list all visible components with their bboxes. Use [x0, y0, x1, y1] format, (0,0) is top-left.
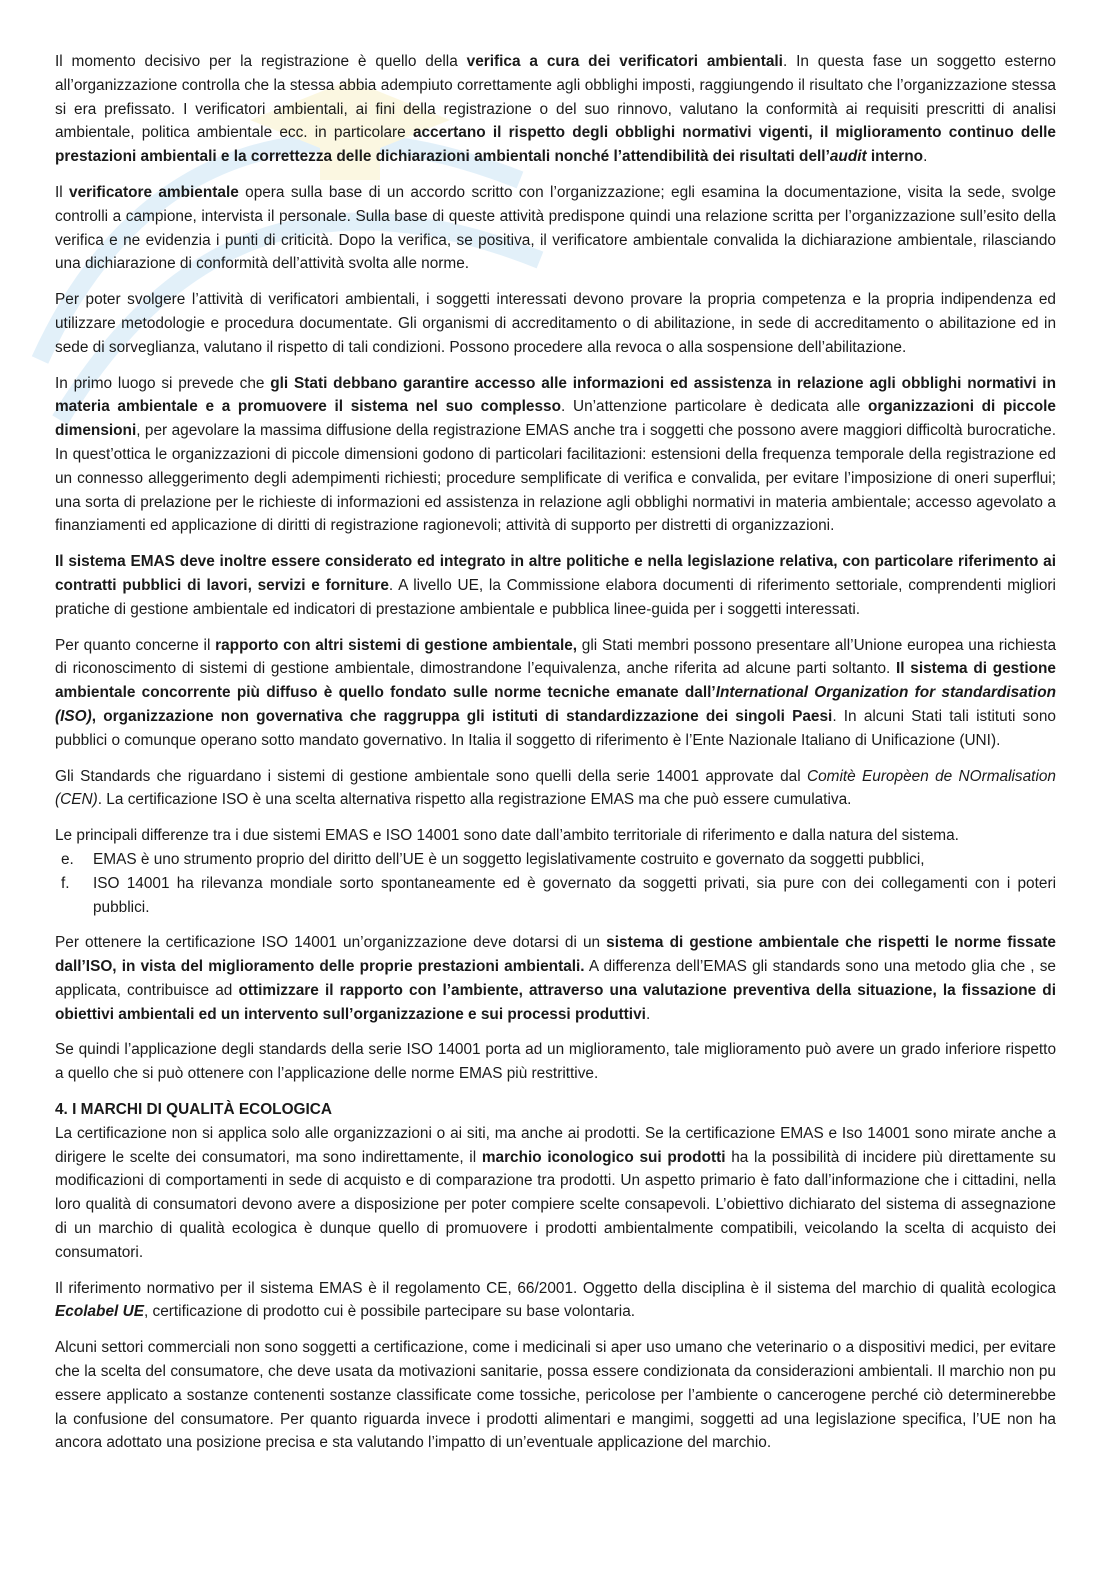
text-run: verificatore ambientale — [69, 183, 239, 201]
text-run: organizzazioni di piccole dimensioni — [55, 398, 1056, 440]
text-run: gli Stati debbano garantire accesso alle informazioni ed assistenza in relazione agli obblighi normativi in materia ambientale e a promuovere il sistema nel suo complesso — [55, 374, 1056, 416]
text-run: accertano il rispetto degli obblighi normativi vigenti, il miglioramento continuo delle prestazioni ambientali e la correttezza delle dichiarazioni ambientali nonché l’attendibilità dei risultati dell’ — [55, 124, 1056, 166]
text-run: Ecolabel UE — [55, 1303, 144, 1321]
list-item-text: EMAS è uno strumento proprio del diritto dell’UE è un soggetto legislativamente costruito e governato da soggetti pubblici, — [93, 850, 925, 868]
list-item — [55, 872, 1056, 920]
text-run: . In questa fase un soggetto esterno all’organizzazione controlla che la stessa abbia adempiuto correttamente agli obblighi imposti, raggiungendo il risultato che l’organizzazione stessa si era prefissato. I verificatori ambientali, ai fini della registrazione o del suo rinnovo, valutano la conformità ai requisiti prescritti di analisi ambientale, politica ambientale ecc. in particolare — [55, 53, 1056, 142]
text-run: sistema di gestione ambientale che rispetti le norme fissate dall’ISO, in vista del miglioramento delle proprie prestazioni ambientali. — [55, 934, 1056, 976]
text-run: , organizzazione non governativa che raggruppa gli istituti di standardizzazione dei singoli Paesi — [91, 707, 833, 725]
paragraph — [55, 1336, 1056, 1455]
text-run: audit — [829, 148, 867, 166]
text-run: Il momento decisivo per la registrazione è quello della — [55, 53, 467, 70]
paragraph — [55, 288, 1056, 359]
text-run: Gli Standards che riguardano i sistemi di gestione ambientale sono quelli della serie 14001 approvate dal — [55, 767, 807, 785]
text-run: rapporto con altri sistemi di gestione ambientale, — [215, 636, 578, 654]
text-run: International Organization for standardisation (ISO) — [55, 684, 1056, 725]
paragraph — [55, 372, 1056, 539]
text-run: Per quanto concerne il — [55, 636, 216, 654]
text-run: ha la possibilità di incidere più direttamente su modificazioni di comportamenti in sede di acquisto e di comparazione tra prodotti. Un aspetto primario è fato dall’informazione che i cittadini, nella loro qualità di consumatori devono avere a disposizione per poter compiere scelte consapevoli. L’obiettivo dichiarato del sistema di assegnazione di un marchio di qualità ecologica è dunque quello di promuovere i prodotti ambientalmente compatibili, veicolando la scelta di acquisto dei consumatori. — [55, 1148, 1056, 1261]
text-run: Per poter svolgere l’attività di verificatori ambientali, i soggetti interessati devono provare la propria competenza e la propria indipendenza ed utilizzare metodologie e procedura documentate. Gli organismi di accreditamento o di abilitazione, in sede di accreditamento o abilitazione ed in sede di sorveglianza, valutano il rispetto di tali condizioni. Possono procedere alla revoca o alla sospensione dell’abilitazione. — [55, 291, 1056, 356]
paragraph — [55, 50, 1056, 169]
text-run: Il — [55, 183, 70, 201]
text-run: verifica a cura dei verificatori ambientali — [466, 53, 783, 70]
list-marker: e. — [61, 850, 74, 868]
text-run: Per ottenere la certificazione ISO 14001 un’organizzazione deve dotarsi di un — [55, 934, 607, 952]
document-body — [55, 50, 1056, 1455]
text-run: opera sulla base di un accordo scritto con l’organizzazione; egli esamina la documentazione, visita la sede, svolge controlli a campione, intervista il personale. Sulla base di queste attività predispone quindi una relazione scritta per l’organizzazione sull’esito della verifica e ne evidenzia i punti di criticità. Dopo la verifica, se positiva, il verificatore ambientale convalida la dichiarazione ambientale, rilasciando una dichiarazione di conformità dell’attività svolta alle norme. — [55, 183, 1056, 273]
text-run: , certificazione di prodotto cui è possibile partecipare su base volontaria. — [143, 1303, 636, 1321]
text-run: . La certificazione ISO è una scelta alternativa rispetto alla registrazione EMAS ma che può essere cumulativa. — [97, 791, 852, 809]
paragraph — [55, 1277, 1056, 1325]
list-marker: f. — [61, 874, 70, 892]
paragraph — [55, 1038, 1056, 1086]
text-run: . A livello UE, la Commissione elabora documenti di riferimento settoriale, comprendenti migliori pratiche di gestione ambientale ed indicatori di prestazione ambientale e pubblica linee-guida per i soggetti interessati. — [55, 576, 1056, 618]
text-run: . — [645, 1005, 651, 1023]
paragraph-group-ecolabel — [55, 1122, 1056, 1455]
text-run: interno — [866, 148, 924, 166]
paragraph — [55, 765, 1056, 813]
text-run: . Un’attenzione particolare è dedicata alle — [561, 398, 868, 416]
text-run: Alcuni settori commerciali non sono soggetti a certificazione, come i medicinali si aper uso umano che veterinario o a dispositivi medici, per evitare che la scelta del consumatore, che deve usata da motivazioni sanitarie, possa essere condizionata da considerazioni ambientali. Il marchio non pu essere applicato a sostanze contenenti sostanze classificate come tossiche, pericolose per l’ambiente o cancerogene perché ciò determinerebbe la confusione del consumatore. Per quanto riguarda invece i prodotti alimentari e mangimi, soggetti ad una legislazione specifica, l’UE non ha ancora adottato una posizione precisa e sta valutando l’impatto di un’eventuale applicazione del marchio. — [55, 1339, 1056, 1452]
text-run: Il riferimento normativo per il sistema EMAS è il regolamento CE, 66/2001. Oggetto della disciplina è il sistema del marchio di qualità ecologica — [55, 1279, 1056, 1297]
list-item-text: ISO 14001 ha rilevanza mondiale sorto spontaneamente ed è governato da soggetti privati, sia pure con dei collegamenti con i poteri pubblici. — [93, 874, 1056, 916]
text-run: ottimizzare il rapporto con l’ambiente, attraverso una valutazione preventiva della situazione, la fissazione di obiettivi ambientali ed un intervento sull’organizzazione e sui processi produttivi — [55, 981, 1056, 1023]
text-run: Il sistema di gestione ambientale concorrente più diffuso è quello fondato sulle norme tecniche emanate dall’ — [55, 660, 1056, 702]
section-heading: 4. I MARCHI DI QUALITÀ ECOLOGICA — [55, 1101, 333, 1119]
text-run: . In alcuni Stati tali istituti sono pubblici o comunque operano sotto mandato governativo. In Italia il soggetto di riferimento è l’Ente Nazionale Italiano di Unificazione (UNI). — [55, 707, 1056, 749]
paragraph — [55, 181, 1056, 276]
paragraph-group-intro — [55, 50, 1056, 812]
paragraph — [55, 634, 1056, 753]
list-intro: Le principali differenze tra i due sistemi EMAS e ISO 14001 sono date dall’ambito territoriale di riferimento e dalla natura del sistema. — [55, 827, 959, 845]
paragraph — [55, 1122, 1056, 1265]
list-item — [55, 848, 1056, 872]
text-run: , per agevolare la massima diffusione della registrazione EMAS anche tra i soggetti che possono avere maggiori difficoltà burocratiche. In quest’ottica le organizzazioni di piccole dimensioni godono di particolari facilitazioni: estensioni della frequenza temporale della registrazione ed un connesso alleggerimento degli adempimenti richiesti; procedure semplificate di verifica e convalida, per evitare l’imposizione di oneri superflui; una sorta di prelazione per le richieste di informazioni ed assistenza in relazione agli obblighi normativi in materia ambientale; accesso agevolato a finanziamenti ed applicazione di diritti di registrazione ragionevoli; attività di supporto per distretti di organizzazioni. — [55, 422, 1056, 535]
text-run: A differenza dell’EMAS gli standards sono una metodo glia che , se applicata, contribuisce ad — [55, 958, 1056, 999]
text-run: marchio iconologico sui prodotti — [481, 1148, 726, 1166]
differences-list — [55, 824, 1056, 919]
text-run: gli Stati membri possono presentare all’Unione europea una richiesta di riconoscimento di sistemi di gestione ambientale, dimostrandone l’equivalenza, anche riferita ad alcune parti soltanto. — [55, 636, 1057, 678]
text-run: La certificazione non si applica solo alle organizzazioni o ai siti, ma anche ai prodotti. Se la certificazione EMAS e Iso 14001 sono mirate anche a dirigere le scelte dei consumatori, ma sono indirettamente, il — [55, 1124, 1056, 1166]
text-run: . — [923, 148, 928, 166]
paragraph — [55, 550, 1056, 621]
paragraph — [55, 931, 1056, 1026]
paragraph-group-iso — [55, 931, 1056, 1086]
text-run: In primo luogo si prevede che — [55, 374, 271, 392]
text-run: Se quindi l’applicazione degli standards della serie ISO 14001 porta ad un miglioramento, tale miglioramento può avere un grado inferiore rispetto a quello che si può ottenere con l’applicazione delle norme EMAS più restrittive. — [55, 1041, 1056, 1083]
text-run: Comitè Europèen de NOrmalisation (CEN) — [55, 767, 1056, 809]
text-run: Il sistema EMAS deve inoltre essere considerato ed integrato in altre politiche e nella legislazione relativa, con particolare riferimento ai contratti pubblici di lavori, servizi e forniture — [55, 553, 1056, 594]
